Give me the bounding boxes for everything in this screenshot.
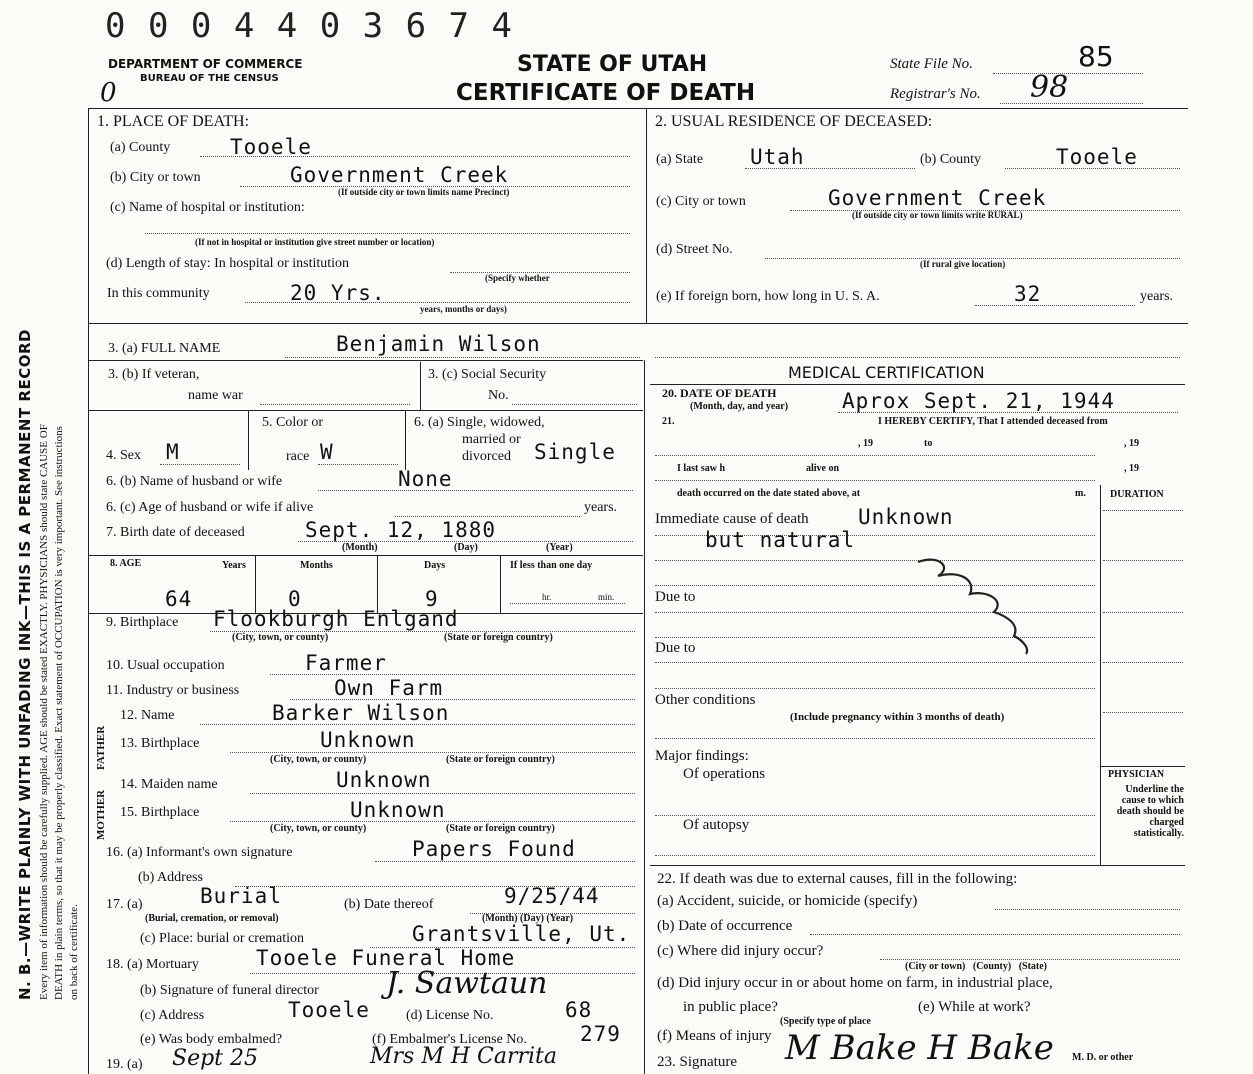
spouse-age-years: years.	[584, 500, 618, 515]
license-value: 68	[565, 998, 593, 1022]
specify-note: (Specify whether	[485, 273, 550, 283]
other-conditions-note: (Include pregnancy within 3 months of death)	[790, 711, 1005, 723]
disposal-value: Burial	[200, 884, 282, 908]
other-conditions-label: Other conditions	[655, 692, 756, 708]
mother-name-label: 14. Maiden name	[120, 777, 218, 792]
war-label: name war	[188, 388, 243, 403]
death-date-label: 20. DATE OF DEATH	[662, 386, 777, 400]
race-label: race	[286, 449, 310, 464]
ss-label: 3. (c) Social Security	[428, 367, 547, 382]
autopsy-label: Of autopsy	[683, 817, 750, 833]
certify-19c: , 19	[1124, 463, 1139, 474]
instruction-line-3: DEATH in plain terms, so that it may be properly classified. Exact statement of OCCUPATION is very important. See instructions	[53, 426, 65, 1000]
handwritten-scribble	[910, 550, 1050, 660]
birth-date-label: 7. Birth date of deceased	[106, 525, 245, 540]
hospital-label: (c) Name of hospital or institution:	[110, 200, 305, 215]
full-name-label: 3. (a) FULL NAME	[108, 341, 221, 356]
birthplace-label: 9. Birthplace	[106, 615, 179, 630]
birthplace-state-note: (State or foreign country)	[444, 632, 553, 643]
res-street-label: (d) Street No.	[656, 242, 733, 257]
months-heading: Months	[300, 560, 333, 571]
certify-19a: , 19	[858, 438, 873, 449]
death-county-label: (a) County	[110, 140, 171, 155]
mortuary-label: 18. (a) Mortuary	[106, 957, 199, 972]
registrar-label: Registrar's No.	[890, 86, 981, 102]
death-county-value: Tooele	[230, 135, 312, 159]
external-e-label: (e) While at work?	[918, 999, 1031, 1015]
res-city-value: Government Creek	[828, 186, 1047, 210]
marital-label-2: married or	[462, 432, 521, 447]
age-label: 8. AGE	[110, 558, 142, 569]
month-note: (Month)	[342, 542, 378, 553]
death-date-note: (Month, day, and year)	[690, 401, 789, 412]
occupation-value: Farmer	[305, 651, 387, 675]
foreign-born-value: 32	[1014, 282, 1042, 306]
certify-to: to	[924, 438, 933, 449]
mother-bp-state-note: (State or foreign country)	[446, 823, 555, 834]
res-county-value: Tooele	[1056, 145, 1138, 169]
birthplace-city-note: (City, town, or county)	[232, 632, 329, 643]
external-f-label: (f) Means of injury	[657, 1028, 772, 1044]
occurred-m: m.	[1075, 488, 1086, 499]
informant-address-label: (b) Address	[138, 870, 203, 885]
res-state-label: (a) State	[656, 152, 704, 167]
mortuary-value: Tooele Funeral Home	[256, 946, 516, 970]
mortuary-address-value: Tooele	[288, 998, 370, 1022]
burial-place-value: Grantsville, Ut.	[412, 922, 631, 946]
permanent-record-note: N. B.—WRITE PLAINLY WITH UNFADING INK—THIS IS A PERMANENT RECORD	[16, 329, 34, 1000]
res-county-label: (b) County	[920, 152, 982, 167]
marital-value: Single	[534, 440, 616, 464]
instruction-line-4: on back of certificate.	[68, 904, 80, 1000]
community-value: 20 Yrs.	[290, 281, 386, 305]
residence-heading: 2. USUAL RESIDENCE OF DECEASED:	[655, 113, 933, 130]
father-bp-value: Unknown	[320, 728, 416, 752]
disposal-date-label: (b) Date thereof	[344, 897, 434, 912]
license-label: (d) License No.	[406, 1008, 494, 1023]
sex-value: M	[166, 440, 180, 464]
mortuary-address-label: (c) Address	[140, 1008, 205, 1023]
veteran-label: 3. (b) If veteran,	[108, 367, 200, 382]
birth-date-value: Sept. 12, 1880	[305, 518, 497, 542]
res-state-value: Utah	[750, 145, 805, 169]
day-note: (Day)	[454, 542, 478, 553]
place-of-death-heading: 1. PLACE OF DEATH:	[97, 113, 250, 130]
state-file-value: 85	[1078, 40, 1114, 73]
marital-label: 6. (a) Single, widowed,	[414, 415, 545, 430]
marital-label-3: divorced	[462, 449, 511, 464]
bureau-label: BUREAU OF THE CENSUS	[140, 73, 279, 84]
father-label: FATHER	[95, 725, 107, 770]
occurred-label: death occurred on the date stated above, at	[677, 488, 861, 499]
death-city-label: (b) City or town	[110, 170, 201, 185]
mother-label: MOTHER	[95, 789, 107, 840]
certify-number: 21.	[662, 416, 675, 427]
external-causes-label: 22. If death was due to external causes, fill in the following:	[657, 871, 1018, 887]
immediate-cause-value-2: but natural	[705, 528, 856, 552]
less-day-heading: If less than one day	[510, 560, 593, 571]
father-bp-city-note: (City, town, or county)	[270, 754, 367, 765]
race-value: W	[320, 440, 334, 464]
res-city-note: (If outside city or town limits write RURAL)	[852, 210, 1023, 220]
age-years-value: 64	[165, 587, 193, 611]
corner-mark: 0	[100, 78, 117, 108]
years-heading: Years	[222, 560, 246, 571]
filed-label: 19. (a)	[106, 1057, 143, 1072]
signature-suffix: M. D. or other	[1072, 1052, 1134, 1063]
immediate-cause-value: Unknown	[858, 505, 954, 529]
res-city-label: (c) City or town	[656, 194, 746, 209]
external-b-label: (b) Date of occurrence	[657, 918, 793, 934]
birthplace-value: Flookburgh Enlgand	[213, 607, 459, 631]
duration-heading: DURATION	[1110, 489, 1164, 500]
hospital-note: (If not in hospital or institution give street number or location)	[195, 237, 435, 247]
spouse-age-label: 6. (c) Age of husband or wife if alive	[106, 500, 314, 515]
color-label: 5. Color or	[262, 415, 324, 430]
year-note: (Year)	[546, 542, 573, 553]
mother-bp-label: 15. Birthplace	[120, 805, 200, 820]
father-bp-state-note: (State or foreign country)	[446, 754, 555, 765]
community-label: In this community	[107, 286, 210, 301]
foreign-years-label: years.	[1140, 289, 1174, 304]
industry-value: Own Farm	[334, 676, 444, 700]
foreign-born-label: (e) If foreign born, how long in U. S. A.	[656, 289, 880, 304]
physician-note: Underline the cause to which death should be charged statistically.	[1116, 784, 1184, 839]
external-d-note: (Specify type of place	[780, 1016, 871, 1027]
mother-bp-city-note: (City, town, or county)	[270, 823, 367, 834]
due-to-2-label: Due to	[655, 640, 696, 656]
director-label: (b) Signature of funeral director	[140, 983, 319, 998]
informant-label: 16. (a) Informant's own signature	[106, 845, 293, 860]
disposal-date-value: 9/25/44	[504, 884, 600, 908]
certify-text: I HEREBY CERTIFY, That I attended deceased from	[878, 416, 1108, 427]
serial-number: 0 0 0 4 4 0 3 6 7 4	[105, 6, 513, 46]
director-signature: J. Sawtaun	[386, 966, 548, 1001]
embalmer-license-label: (f) Embalmer's License No.	[372, 1032, 527, 1047]
days-heading: Days	[424, 560, 446, 571]
alive-on-label: alive on	[806, 463, 840, 474]
informant-value: Papers Found	[412, 837, 576, 861]
signature-label: 23. Signature	[657, 1054, 737, 1070]
age-days-value: 9	[425, 587, 439, 611]
father-name-label: 12. Name	[120, 708, 175, 723]
external-d2-label: in public place?	[683, 999, 778, 1015]
death-city-note: (If outside city or town limits name Precinct)	[338, 187, 510, 197]
embalmed-label: (e) Was body embalmed?	[140, 1032, 283, 1047]
external-d-label: (d) Did injury occur in or about home on farm, in industrial place,	[657, 975, 1053, 991]
min-label: min.	[598, 592, 615, 602]
spouse-value: None	[398, 467, 453, 491]
father-name-value: Barker Wilson	[272, 701, 450, 725]
physician-heading: PHYSICIAN	[1108, 769, 1165, 780]
embalmer-license-value: 279	[580, 1022, 621, 1046]
death-date-value: Aprox Sept. 21, 1944	[842, 389, 1115, 413]
death-city-value: Government Creek	[290, 163, 509, 187]
registrar-signature: Mrs M H Carrita	[370, 1044, 557, 1069]
external-a-label: (a) Accident, suicide, or homicide (specify)	[657, 893, 918, 909]
disposal-label: 17. (a)	[106, 897, 143, 912]
mdy-note: (Month) (Day) (Year)	[482, 913, 574, 924]
instruction-line-2: Every item of information should be carefully supplied. AGE should be stated EXACTLY. PHYSICIANS should state CAUSE OF	[38, 424, 50, 1000]
certificate-title: CERTIFICATE OF DEATH	[456, 80, 756, 106]
external-c-label: (c) Where did injury occur?	[657, 943, 824, 959]
hr-label: hr.	[542, 592, 552, 602]
physician-signature: M Bake H Bake	[785, 1028, 1054, 1068]
state-title: STATE OF UTAH	[517, 52, 708, 77]
mother-bp-value: Unknown	[350, 798, 446, 822]
external-c-note: (City or town) (County) (State)	[905, 961, 1048, 972]
age-months-value: 0	[288, 587, 302, 611]
ss-no-label: No.	[488, 388, 509, 403]
filed-value: Sept 25	[172, 1046, 259, 1071]
major-findings-label: Major findings:	[655, 748, 749, 764]
spouse-label: 6. (b) Name of husband or wife	[106, 474, 283, 489]
full-name-value: Benjamin Wilson	[336, 332, 541, 356]
stay-label: (d) Length of stay: In hospital or institution	[106, 256, 350, 271]
occupation-label: 10. Usual occupation	[106, 658, 225, 673]
disposal-note: (Burial, cremation, or removal)	[145, 913, 279, 924]
ymd-note: years, months or days)	[420, 304, 507, 314]
res-street-note: (If rural give location)	[920, 259, 1006, 269]
mother-name-value: Unknown	[336, 768, 432, 792]
operations-label: Of operations	[683, 766, 766, 782]
immediate-cause-label: Immediate cause of death	[655, 511, 809, 527]
department-label: DEPARTMENT OF COMMERCE	[108, 57, 303, 71]
state-file-label: State File No.	[890, 56, 973, 72]
father-bp-label: 13. Birthplace	[120, 736, 200, 751]
last-saw-label: I last saw h	[677, 463, 726, 474]
industry-label: 11. Industry or business	[106, 683, 240, 698]
sex-label: 4. Sex	[106, 448, 141, 463]
certify-19b: , 19	[1124, 438, 1139, 449]
due-to-1-label: Due to	[655, 589, 696, 605]
medical-cert-heading: MEDICAL CERTIFICATION	[788, 363, 985, 382]
registrar-value: 98	[1030, 70, 1069, 105]
burial-place-label: (c) Place: burial or cremation	[140, 931, 305, 946]
